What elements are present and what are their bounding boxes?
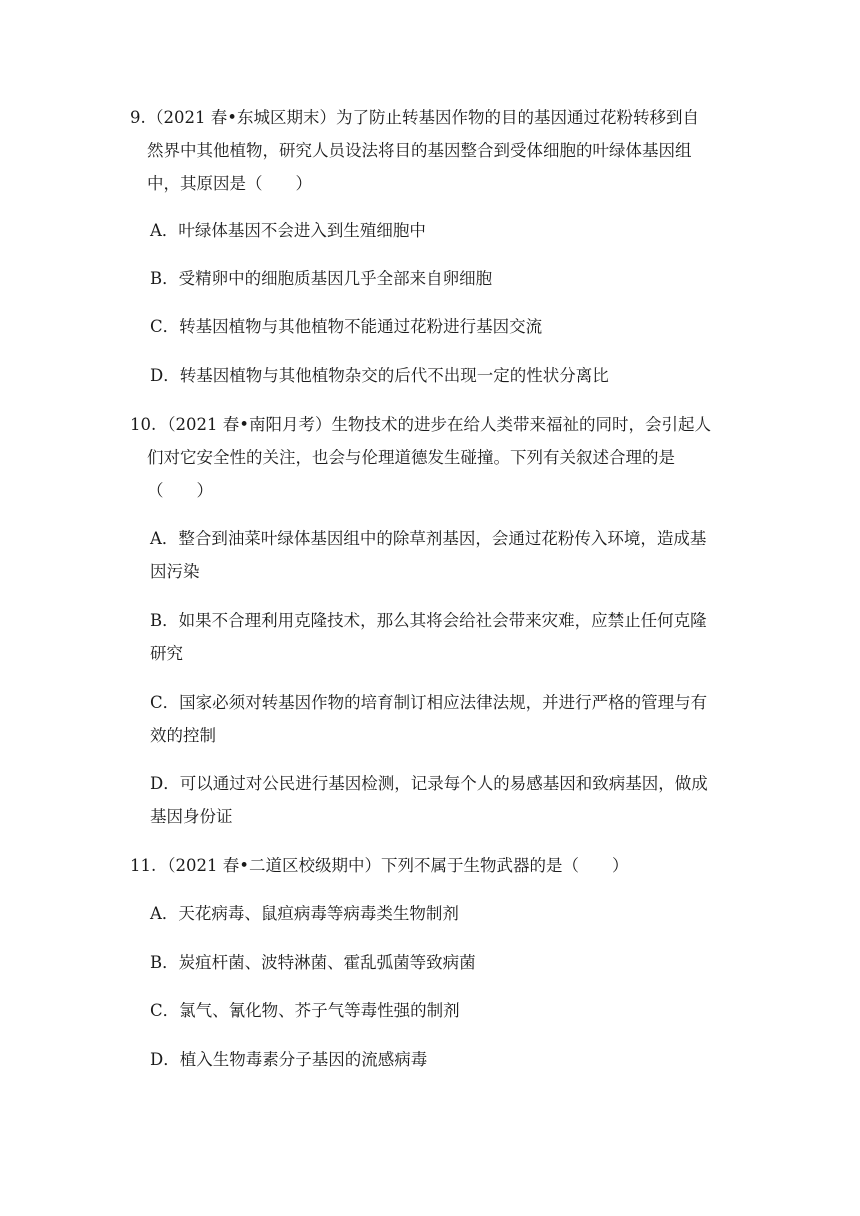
option-text: 整合到油菜叶绿体基因组中的除草剂基因，会通过花粉传入环境，造成基	[178, 529, 707, 548]
option-d	[150, 359, 734, 392]
option-b	[150, 946, 734, 979]
option-c	[150, 310, 734, 343]
option-label: B．	[150, 269, 179, 288]
option-text: 植入生物毒素分子基因的流感病毒	[179, 1050, 428, 1069]
option-label: C．	[150, 317, 180, 336]
option-text: 可以通过对公民进行基因检测，记录每个人的易感基因和致病基因，做成	[179, 774, 708, 793]
question-number: 9.	[130, 108, 146, 127]
option-text: 叶绿体基因不会进入到生殖细胞中	[178, 221, 426, 240]
option-a	[150, 214, 734, 247]
option-text-continued: 效的控制	[150, 726, 216, 745]
question-9	[0, 101, 860, 200]
option-label: D．	[150, 774, 180, 793]
option-a	[150, 897, 734, 930]
option-label: A．	[150, 904, 179, 923]
question-stem	[130, 101, 727, 200]
option-a	[150, 522, 734, 588]
option-text: 天花病毒、鼠疸病毒等病毒类生物制剂	[178, 904, 459, 923]
option-label: B．	[150, 611, 179, 630]
option-label: A．	[150, 529, 179, 548]
option-text: 转基因植物与其他植物不能通过花粉进行基因交流	[179, 317, 543, 336]
question-number: 11.	[130, 856, 157, 875]
stem-line: （2021 春•东城区期末）为了防止转基因作物的目的基因通过花粉转移到自	[147, 108, 699, 127]
question-stem	[130, 408, 733, 507]
option-text-continued: 基因身份证	[150, 807, 233, 826]
option-text: 受精卵中的细胞质基因几乎全部来自卵细胞	[178, 269, 493, 288]
stem-line: 们对它安全性的关注，也会与伦理道德发生碰撞。下列有关叙述合理的是	[147, 448, 675, 467]
option-text: 国家必须对转基因作物的培育制订相应法律法规，并进行严格的管理与有	[179, 693, 708, 712]
option-label: C．	[150, 1001, 180, 1020]
question-11	[0, 849, 860, 882]
option-b	[150, 262, 734, 295]
question-stem	[130, 849, 733, 882]
option-text: 如果不合理利用克隆技术，那么其将会给社会带来灾难，应禁止任何克隆	[178, 611, 707, 630]
option-label: A．	[150, 221, 179, 240]
option-label: B．	[150, 953, 179, 972]
option-label: D．	[150, 366, 180, 385]
question-number: 10.	[130, 415, 157, 434]
option-b	[150, 604, 734, 670]
option-d	[150, 1043, 734, 1076]
option-c	[150, 686, 734, 752]
option-label: D．	[150, 1050, 180, 1069]
stem-line: （2021 春•南阳月考）生物技术的进步在给人类带来福祉的同时，会引起人	[159, 415, 711, 434]
question-10	[0, 408, 860, 507]
option-text-continued: 因污染	[150, 562, 200, 581]
option-c	[150, 994, 734, 1027]
stem-line: 中，其原因是（ ）	[147, 174, 312, 193]
stem-line: （ ）	[147, 481, 213, 500]
stem-line: （2021 春•二道区校级期中）下列不属于生物武器的是（ ）	[159, 856, 629, 875]
option-text-continued: 研究	[150, 644, 183, 663]
option-d	[150, 767, 734, 833]
stem-line: 然界中其他植物，研究人员设法将目的基因整合到受体细胞的叶绿体基因组	[147, 141, 692, 160]
option-text: 炭疽杆菌、波特淋菌、霍乱弧菌等致病菌	[178, 953, 476, 972]
option-text: 转基因植物与其他植物杂交的后代不出现一定的性状分离比	[179, 366, 609, 385]
option-text: 氯气、氰化物、芥子气等毒性强的制剂	[179, 1001, 460, 1020]
option-label: C．	[150, 693, 180, 712]
